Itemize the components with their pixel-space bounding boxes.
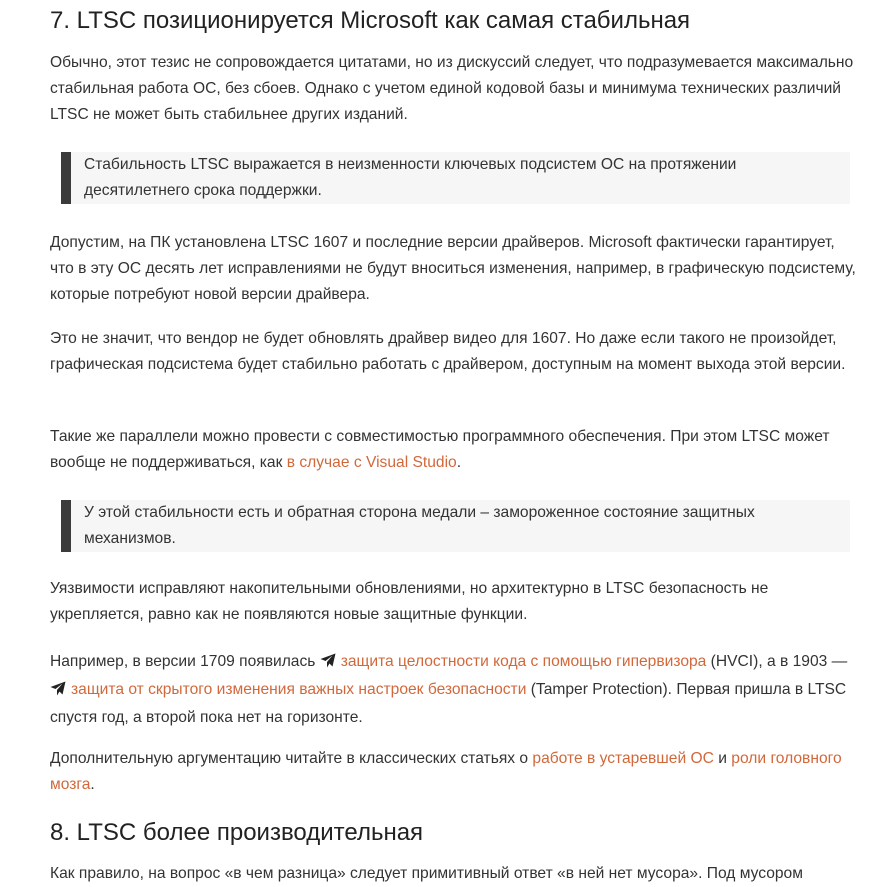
paragraph-text: Например, в версии 1709 появилась bbox=[50, 653, 320, 670]
blockquote-stability bbox=[61, 152, 850, 204]
paragraph-text: (Tamper Protection). Первая пришла в LTSC спустя год, а второй пока нет на горизонте. bbox=[50, 681, 847, 726]
blockquote-reverse-side bbox=[61, 500, 850, 552]
paragraph-examples bbox=[50, 649, 862, 731]
paragraph-text: Такие же параллели можно провести с совместимостью программного обеспечения. При этом LTSC может вообще не поддерживаться, как bbox=[50, 428, 830, 471]
paragraph-performance: Как правило, на вопрос «в чем разница» следует примитивный ответ «в ней нет мусора». Под мусором bbox=[50, 865, 803, 882]
brain-role-link[interactable]: роли головного мозга bbox=[50, 750, 842, 793]
visual-studio-link[interactable]: в случае с Visual Studio bbox=[286, 454, 457, 471]
paragraph-text: . bbox=[456, 454, 462, 471]
paragraph-vulnerabilities: Уязвимости исправляют накопительными обновлениями, но архитектурно в LTSC безопасность не укрепляется, равно как не появляются новые защитные функции. bbox=[50, 580, 769, 623]
blockquote-text: У этой стабильности есть и обратная сторона медали – замороженное состояние защитных механизмов. bbox=[84, 504, 755, 547]
paragraph-text: . bbox=[90, 776, 95, 793]
paragraph-vendor: Это не значит, что вендор не будет обновлять драйвер видео для 1607. Но даже если такого не произойдет, графическая подсистема будет стабильно работать с драйвером, доступным на момент выхода этой версии. bbox=[50, 330, 846, 373]
paper-plane-icon bbox=[320, 651, 336, 677]
section-heading-7: 7. LTSC позиционируется Microsoft как самая стабильная bbox=[50, 7, 691, 34]
paragraph-drivers: Допустим, на ПК установлена LTSC 1607 и последние версии драйверов. Microsoft фактически гарантирует, что в эту ОС десять лет исправлениями не будут вноситься изменения, например, в графическую подсистему, которые потребуют новой версии драйвера. bbox=[50, 234, 856, 303]
tamper-protection-link[interactable]: защита от скрытого изменения важных настроек безопасности bbox=[71, 681, 527, 698]
paragraph-text: Дополнительную аргументацию читайте в классических статьях о bbox=[50, 750, 533, 767]
section-heading-8: 8. LTSC более производительная bbox=[50, 819, 424, 846]
paragraph-stability-thesis: Обычно, этот тезис не сопровождается цитатами, но из дискуссий следует, что подразумевается максимально стабильная работа ОС, без сбоев. Однако с учетом единой кодовой базы и минимума технических различий LTSC не может быть стабильнее других изданий. bbox=[50, 54, 854, 123]
hvci-link[interactable]: защита целостности кода с помощью гипервизора bbox=[340, 653, 707, 670]
outdated-os-link[interactable]: работе в устаревшей ОС bbox=[532, 750, 714, 767]
paragraph-text: (HVCI), а в 1903 — bbox=[706, 653, 848, 670]
paragraph-compatibility bbox=[50, 424, 862, 476]
paper-plane-icon bbox=[50, 679, 66, 705]
paragraph-text: и bbox=[713, 750, 732, 767]
blockquote-text: Стабильность LTSC выражается в неизменности ключевых подсистем ОС на протяжении десятилетнего срока поддержки. bbox=[84, 156, 737, 199]
paragraph-further-reading bbox=[50, 746, 862, 798]
